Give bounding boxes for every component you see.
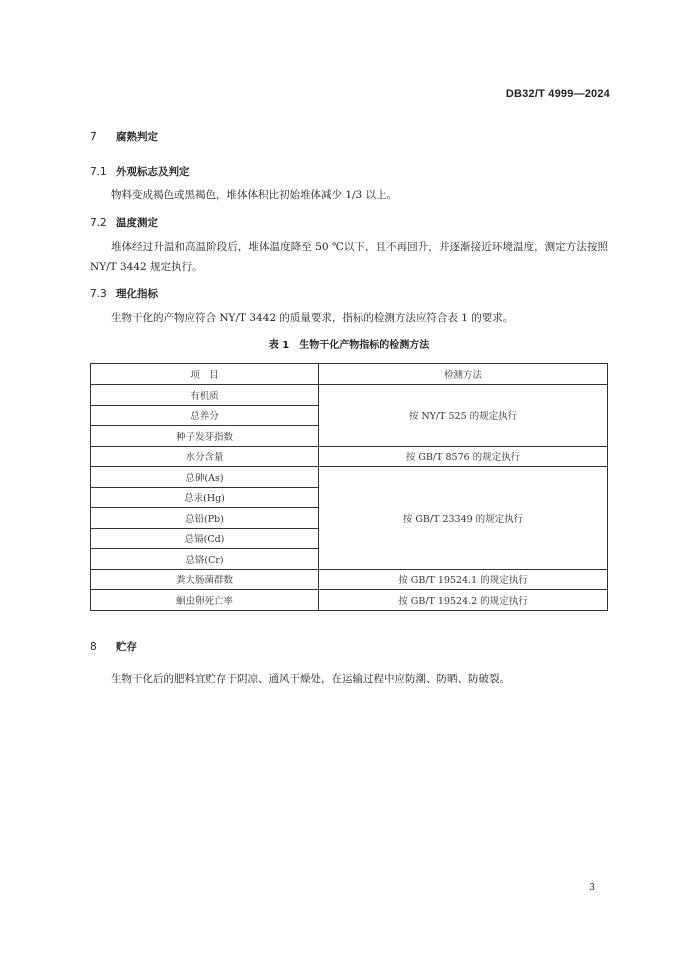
standard-number: DB32/T 4999—2024	[505, 88, 610, 100]
section-7-3-number: 7.3	[90, 288, 107, 300]
section-7-3-text: 生物干化的产物应符合 NY/T 3442 的质量要求，指标的检测方法应符合表 1 的要求。	[111, 312, 514, 324]
table-cell-item: 总汞(Hg)	[91, 487, 319, 508]
section-8-title: 贮存	[116, 641, 137, 653]
table-cell-item: 总养分	[91, 405, 319, 426]
table-cell-item: 粪大肠菌群数	[91, 569, 319, 590]
section-7-title: 腐熟判定	[116, 131, 158, 143]
table-header-method: 检测方法	[319, 364, 608, 385]
section-8-text: 生物干化后的肥料宜贮存于阴凉、通风干燥处，在运输过程中应防潮、防晒、防破裂。	[111, 673, 510, 685]
section-7-2-number: 7.2	[90, 217, 107, 229]
table-1-caption: 表 1 生物干化产物指标的检测方法	[268, 340, 430, 351]
table-header-row	[91, 364, 608, 385]
table-row	[91, 446, 608, 467]
section-8-heading	[90, 639, 137, 654]
table-header-item: 项 目	[91, 364, 319, 385]
table-cell-item: 总砷(As)	[91, 467, 319, 488]
table-cell-item: 水分含量	[91, 446, 319, 467]
section-7-1-title: 外观标志及判定	[116, 166, 190, 178]
table-cell-method: 按 GB/T 19524.2 的规定执行	[319, 590, 608, 611]
section-7-3-heading	[90, 286, 158, 301]
section-7-1-heading	[90, 164, 190, 179]
table-cell-item: 有机质	[91, 385, 319, 406]
table-cell-method: 按 GB/T 19524.1 的规定执行	[319, 569, 608, 590]
table-row	[91, 385, 608, 406]
section-7-1-text: 物料变成褐色或黑褐色，堆体体积比初始堆体减少 1/3 以上。	[111, 189, 398, 201]
section-7-3-title: 理化指标	[116, 288, 158, 300]
section-7-number: 7	[90, 131, 97, 143]
page-number: 3	[589, 883, 595, 893]
table-cell-method: 按 GB/T 23349 的规定执行	[319, 467, 608, 570]
table-row	[91, 467, 608, 488]
table-cell-item: 总铅(Pb)	[91, 508, 319, 529]
section-7-2-heading	[90, 215, 158, 230]
table-cell-item: 蛔虫卵死亡率	[91, 590, 319, 611]
table-cell-item: 总镉(Cd)	[91, 528, 319, 549]
table-cell-item: 种子发芽指数	[91, 426, 319, 447]
table-cell-method: 按 NY/T 525 的规定执行	[319, 385, 608, 447]
section-7-heading	[90, 129, 158, 144]
table-cell-method: 按 GB/T 8576 的规定执行	[319, 446, 608, 467]
section-7-1-number: 7.1	[90, 166, 107, 178]
section-8-number: 8	[90, 641, 97, 653]
section-7-2-text: 堆体经过升温和高温阶段后，堆体温度降至 50 ℃以下，且不再回升，并逐渐接近环境温度，测定方法按照 NY/T 3442 规定执行。	[90, 241, 608, 273]
table-row	[91, 590, 608, 611]
table-cell-item: 总铬(Cr)	[91, 549, 319, 570]
table-row	[91, 569, 608, 590]
section-7-2-title: 温度测定	[116, 217, 158, 229]
table-1	[90, 363, 608, 611]
